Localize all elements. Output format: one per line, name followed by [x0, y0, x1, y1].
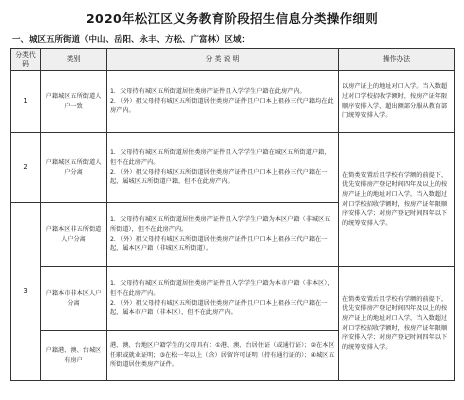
page-bottom-edge: [0, 396, 464, 400]
section-heading: 一、城区五所街道（中山、岳阳、永丰、方松、广富林）区域：: [12, 35, 251, 45]
description-line: 2．（外）祖父母持有城区五所街道居住类房产证件且户口本上祖孙三代户籍在一起，属本市户籍（非本区），但不在此房产内。: [110, 299, 328, 317]
row-method: 以房产证上的地址对口入学。当入数超过对口学校招收学额时，按房产证年限顺序安排入学，超出额部分服从教育部门统筹安排入学。: [339, 71, 455, 133]
description-line: 1．父母持有城区五所街道居住类房产证件且入学学生户籍在此房产内。: [110, 88, 306, 96]
table-row: [11, 133, 455, 203]
row-description: [107, 203, 339, 267]
table-row: [11, 71, 455, 133]
row-description: [107, 71, 339, 133]
row-category: 户籍本市非本区人户分离: [41, 267, 107, 331]
row-category: 户籍本区非五所街道人户分离: [41, 203, 107, 267]
header-category: 类别: [41, 49, 107, 71]
row-code: 2: [11, 133, 41, 203]
description-line: 1．父母持有城区五所街道居住类房产证件且入学学生户籍为本区户籍（非城区五所街道），但不在此房产内。: [110, 216, 331, 233]
description-line: 2．（外）祖父母持有城区五所街道居住类房产证件且户口本上祖孙三代户籍在一起，属城区五所街道户籍，但不在此房产内。: [110, 168, 328, 186]
description-line: 2．（外）祖父母持有城区五所街道居住类房产证件且户口本上祖孙三代户籍均在此房产内。: [110, 97, 334, 115]
row-code: 1: [11, 71, 41, 133]
table-row: [11, 267, 455, 331]
row-description: [107, 267, 339, 331]
header-code: 分类代码: [11, 49, 41, 71]
header-method: 操作办法: [339, 49, 455, 71]
description-line: 港、澳、台地区户籍学生的父母具有：①港、澳、台居住证（或通行证）；②在本区任职或就业证明；③在松一年以上（含）居留许可证明（持有通行证的）；④城区五所街道居住类房产证件。: [110, 342, 335, 369]
description-line: 1．父母持有城区五所街道居住类房产证件且入学学生户籍为本市户籍（非本区），但不在此房产内。: [110, 280, 334, 297]
row-category: 户籍城区五所街道人户一致: [41, 71, 107, 133]
row-description: [107, 331, 339, 381]
page-title: 2020年松江区义务教育阶段招生信息分类操作细则: [86, 11, 378, 26]
header-description: 分 类 说 明: [107, 49, 339, 71]
row-category: 户籍城区五所街道人户分离: [41, 133, 107, 203]
description-line: 2．（外）祖父母持有城区五所街道居住类房产证件且户口本上祖孙三代户籍在一起，属本区户籍（非城区五所街道）。: [110, 235, 328, 253]
row-method: 在简类安置后且学校有学额的前提下，优先安排房产登记时间四年及以上的按房产证上的地址对口入学，当入数超过对口学校招收学额时，按房产证年限顺序安排入学；对房产登记时间四年以下的统筹安排入学。: [339, 267, 455, 381]
row-description: [107, 133, 339, 203]
row-code: 3: [11, 203, 41, 381]
row-category: 户籍港、澳、台城区有房户: [41, 331, 107, 381]
classification-table: [10, 48, 455, 381]
row-method: 在简类安置后且学校有学额的前提下，优先安排房产登记时间四年及以上的按房产证上的地址对口入学，当入数超过对口学校招收学额时，按房产证年限顺序安排入学；对房产登记时间四年以下的统筹安排入学。: [339, 133, 455, 267]
description-line: 1．父母持有城区五所街道居住类房产证件且入学学生户籍在城区五所街道户籍，但不在此房产内。: [110, 149, 331, 166]
table-header-row: [11, 49, 455, 71]
